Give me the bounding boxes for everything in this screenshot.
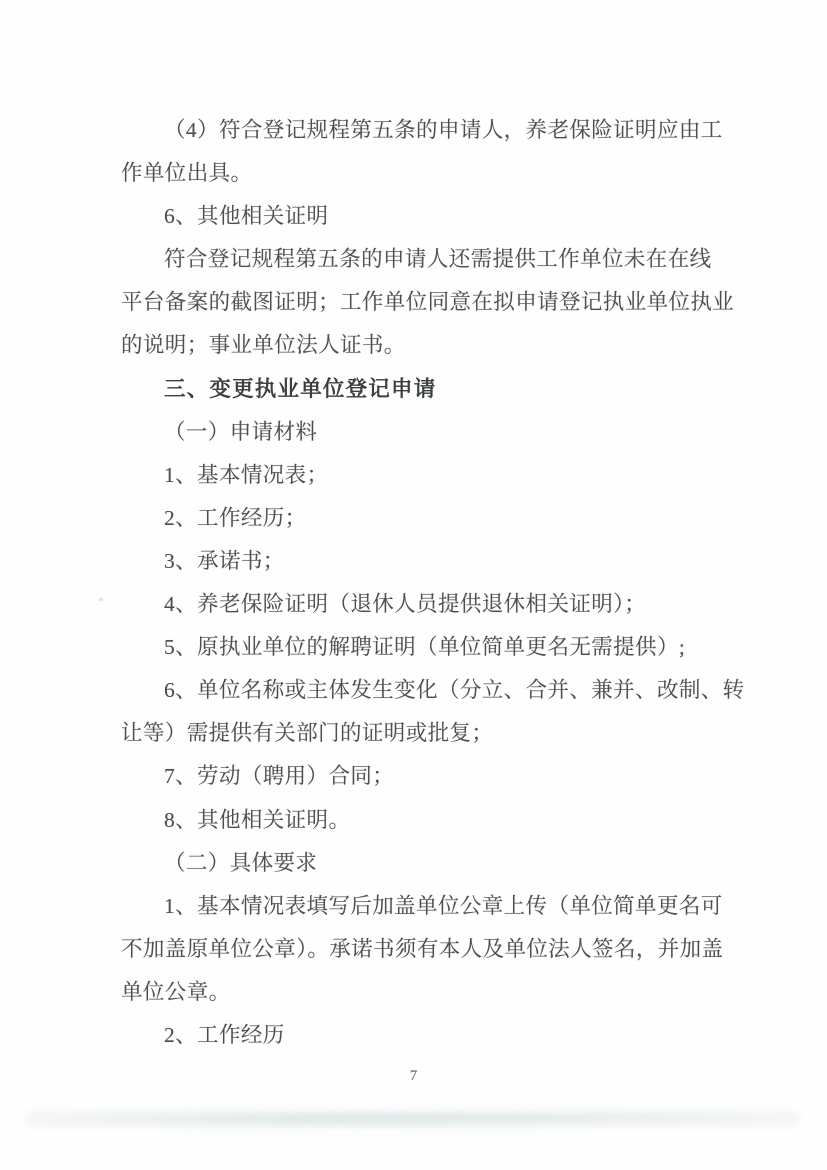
text-line: 1、基本情况表填写后加盖单位公章上传（单位简单更名可 <box>164 893 723 918</box>
text-line: 让等）需提供有关部门的证明或批复； <box>121 721 494 746</box>
text-line: （4）符合登记规程第五条的申请人，养老保险证明应由工 <box>164 118 723 142</box>
text-line: 2、工作经历； <box>164 505 307 530</box>
text-line: 6、单位名称或主体发生变化（分立、合并、兼并、改制、转 <box>164 678 745 703</box>
text-line: 不加盖原单位公章）。承诺书须有本人及单位法人签名，并加盖 <box>121 936 724 961</box>
text-line: 4、养老保险证明（退休人员提供退休相关证明）； <box>164 592 647 617</box>
text-line: 3、承诺书； <box>164 548 285 573</box>
text-line: 7、劳动（聘用）合同； <box>164 764 395 789</box>
scan-speck-artifact <box>99 598 103 601</box>
text-line: 符合登记规程第五条的申请人还需提供工作单位未在在线 <box>164 247 712 272</box>
text-line: 作单位出具。 <box>121 161 253 186</box>
text-line: 1、基本情况表； <box>164 462 329 487</box>
text-line: 6、其他相关证明 <box>164 204 329 229</box>
text-line: 单位公章。 <box>121 979 231 1004</box>
text-line: 的说明；事业单位法人证书。 <box>121 333 406 358</box>
text-block <box>121 109 745 1057</box>
text-line: （一）申请材料 <box>164 419 318 444</box>
page-number: 7 <box>409 1068 418 1084</box>
text-line: 三、变更执业单位登记申请 <box>164 376 437 401</box>
scan-bleedthrough-smudge <box>25 1110 800 1128</box>
text-line: 平台备案的截图证明；工作单位同意在拟申请登记执业单位执业 <box>121 290 735 315</box>
text-line: （二）具体要求 <box>164 850 318 875</box>
text-line: 8、其他相关证明。 <box>164 807 351 832</box>
text-line: 2、工作经历 <box>164 1022 285 1047</box>
text-line: 5、原执业单位的解聘证明（单位简单更名无需提供）; <box>164 635 686 660</box>
